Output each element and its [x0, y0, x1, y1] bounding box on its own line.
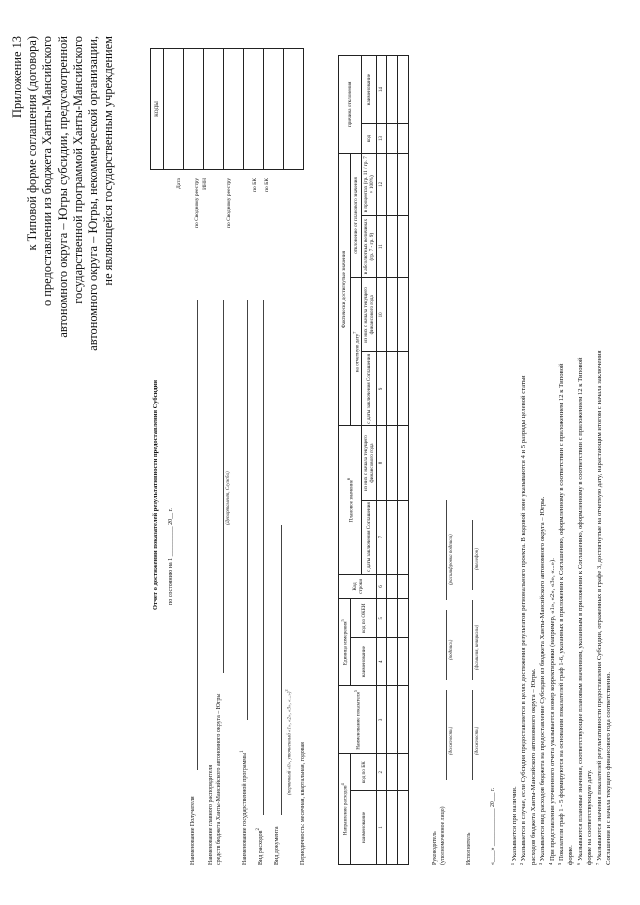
col-number: 3: [377, 686, 387, 754]
doc-type-label: Вид документа: [274, 826, 280, 865]
col-number: 6: [377, 574, 387, 599]
recipient-line: [197, 300, 198, 770]
date-line: «____» _____________ 20___ г.: [490, 787, 496, 865]
grbs-line: [223, 300, 224, 673]
footnote: ⁶ Указываются плановые значения, соответствующие плановым значениям, указанным в приложении к Соглашению, оформленному в соответствии с приложением 12 к Типовой: [576, 357, 584, 865]
report-title: Отчет о достижении показателей результативности предоставления Субсидии: [152, 380, 159, 610]
th-reason-name: наименование: [362, 56, 377, 124]
doc-type-line: [281, 525, 282, 815]
th-dir-name: наименование: [350, 790, 377, 864]
header-line: автономного округа – Югры, некоммерческой организации,: [86, 36, 101, 351]
footnote: расходов бюджета Ханты-Мансийского автономного округа – Югры.: [529, 668, 537, 865]
exp-type-line: [263, 300, 264, 815]
exec-position-line: [472, 690, 473, 780]
phone-hint: (телефон): [475, 548, 480, 570]
code-cell: [184, 49, 204, 169]
th-direction: [339, 754, 351, 865]
th-dev-pct: в процентах (гр. 11 / гр. 7 × 100%): [362, 153, 377, 215]
th-direction-sup: 4: [340, 783, 345, 786]
appendix-header: [10, 36, 116, 351]
col-number: 11: [377, 215, 387, 277]
th-act-b: из них с начала текущего финансового года: [362, 278, 377, 352]
th-reason-code: код: [362, 124, 377, 153]
header-line: о предоставлении из бюджета Ханты-Мансийского: [40, 36, 55, 307]
dept-hint: (Департамент, Служба): [226, 471, 231, 525]
program-line: [247, 300, 248, 720]
header-line: не являющейся государственным учреждением: [101, 36, 116, 286]
grbs-label-2: средств бюджета Ханты-Мансийского автономного округа – Югры: [216, 693, 222, 865]
th-row-code: Код строки: [339, 574, 377, 599]
signature-line: [446, 610, 447, 680]
doc-hint-sup: 3: [284, 689, 289, 692]
code-label: Дата: [176, 178, 182, 189]
col-number: 4: [377, 638, 387, 686]
th-on-date: [350, 278, 362, 426]
exp-type-sup: 2: [256, 828, 261, 831]
th-indicator-sup: 5: [353, 690, 359, 693]
th-indicator: [339, 686, 377, 754]
col-number: 9: [377, 352, 387, 426]
th-deviation: отклонение от планового значения: [350, 153, 362, 278]
executor-label: Исполнитель: [466, 832, 472, 865]
grbs-label-1: Наименование главного распорядителя: [208, 764, 214, 865]
th-plan-a: с даты заключения Соглашения: [362, 500, 377, 574]
th-plan-b: из них с начала текущего финансового года: [362, 426, 377, 500]
head-sub: (уполномоченное лицо): [440, 806, 446, 865]
table-row: [398, 56, 409, 865]
code-cell: [224, 49, 244, 169]
signature-hint: (подпись): [449, 639, 454, 660]
footnote: форме.: [567, 845, 575, 865]
th-direction-text: Направление расходов: [342, 785, 349, 836]
program-text: Наименование государственной программы: [242, 752, 248, 865]
th-dev-abs: в абсолютных величинах (гр. 7 - гр. 9): [362, 215, 377, 277]
col-number: 10: [377, 278, 387, 352]
table-row: [387, 56, 398, 865]
results-table: [338, 55, 409, 865]
th-plan-text: Плановое значение: [348, 479, 355, 523]
head-label: Руководитель: [432, 831, 438, 865]
code-cell: [264, 49, 284, 169]
header-line: государственной программой Ханты-Мансийского: [70, 36, 85, 304]
footnote: ² Указывается в случае, если Субсидия предоставляется в целях достижения результатов регионального проекта. В кодовой зоне указываются 4 и 5 разряды целевой статьи: [520, 375, 528, 865]
recipient-label: Наименование Получателя: [190, 796, 196, 865]
footnote: ¹ Указывается при наличии.: [511, 786, 518, 865]
th-dir-code: код по БК: [350, 754, 377, 790]
footnote: Соглашения и с начала текущего финансового года соответственно.: [605, 671, 613, 865]
code-label: по БК: [264, 178, 270, 192]
code-cell: [244, 49, 264, 169]
th-on-date-sup: 7: [351, 331, 357, 334]
col-number: 2: [377, 754, 387, 790]
exp-type-label: [256, 828, 264, 865]
doc-hint: [284, 690, 293, 795]
th-plan: [339, 426, 362, 574]
header-line: к Типовой форме соглашения (договора): [25, 36, 40, 251]
fio-hint: (фамилия, инициалы): [475, 624, 480, 670]
footnote: ⁴ При представлении уточненного отчета указывается номер корректировки (например, «1», «2», «3», «...»).: [548, 558, 556, 865]
codes-header: КОДЫ: [151, 49, 164, 169]
th-plan-sup: 6: [345, 477, 351, 480]
footnote: форме на соответствующую дату.: [586, 769, 594, 865]
col-number: 8: [377, 426, 387, 500]
phone-line: [472, 520, 473, 590]
th-act-a: с даты заключения Соглашения: [362, 352, 377, 426]
col-number: 5: [377, 599, 387, 638]
col-number: 14: [377, 56, 387, 124]
code-cell: [284, 49, 303, 169]
th-unit-sup: 5: [340, 619, 345, 622]
exec-position-hint: (должность): [475, 726, 480, 755]
position-hint: (должность): [449, 726, 454, 755]
col-number: 12: [377, 153, 387, 215]
col-number: 13: [377, 124, 387, 153]
th-unit-text: Единица измерения: [342, 621, 349, 666]
code-label: ИНН: [202, 178, 208, 190]
position-line: [446, 690, 447, 780]
th-unit-code: код по ОКЕИ: [350, 599, 377, 638]
th-actual: Фактически достигнутые значения: [339, 153, 351, 426]
code-label: по Сводному реестру: [194, 178, 200, 228]
col-number: 1: [377, 790, 387, 864]
th-indicator-text: Наименование показателя: [356, 692, 363, 750]
code-cell: [204, 49, 224, 169]
th-unit-name: наименование: [350, 638, 377, 686]
program-sup: 1: [240, 750, 245, 753]
th-unit: [339, 599, 351, 686]
th-on-date-text: на отчетную дату: [354, 333, 361, 373]
fio-line: [472, 600, 473, 680]
decoding-line: [446, 500, 447, 600]
decoding-hint: (расшифровка подписи): [449, 534, 454, 585]
col-number: 7: [377, 500, 387, 574]
periodicity-label: Периодичность: месячная, квартальная, годовая: [300, 742, 306, 865]
code-label: по БК: [252, 178, 258, 192]
code-cell: [164, 49, 184, 169]
doc-hint-text: (первичный «0», уточненный «1», «2», «3», «...»): [287, 691, 293, 795]
footnote: ⁵ Показатели граф 1 - 5 формируются на основании показателей граф 1-6, указанных в приложении к Соглашению, оформленному в соответствии с приложением 12 к Типовой: [558, 363, 566, 865]
code-label: по Сводному реестру: [226, 178, 232, 228]
header-line: Приложение 13: [10, 36, 24, 118]
th-reason: причина отклонения: [339, 56, 362, 154]
footnotes: [510, 350, 613, 865]
footnote: ⁷ Указываются значения показателей результативности предоставления Субсидии, отраженных в графе 3, достигнутые на отчетную дату, нарастающим итогом с начала заключения: [595, 350, 603, 865]
exp-type-text: Вид расходов: [258, 830, 264, 865]
program-label: [240, 750, 248, 865]
header-line: автономного округа – Югры субсидии, предусмотренной: [55, 36, 70, 338]
footnote: ³ Указывается вид расходов бюджета на предоставление Субсидии из бюджета Ханты-Мансийского автономного округа – Югры.: [539, 496, 547, 865]
as-of-date: по состоянию на 1 __________ 20__ г.: [168, 508, 174, 605]
codes-box: [150, 48, 304, 170]
